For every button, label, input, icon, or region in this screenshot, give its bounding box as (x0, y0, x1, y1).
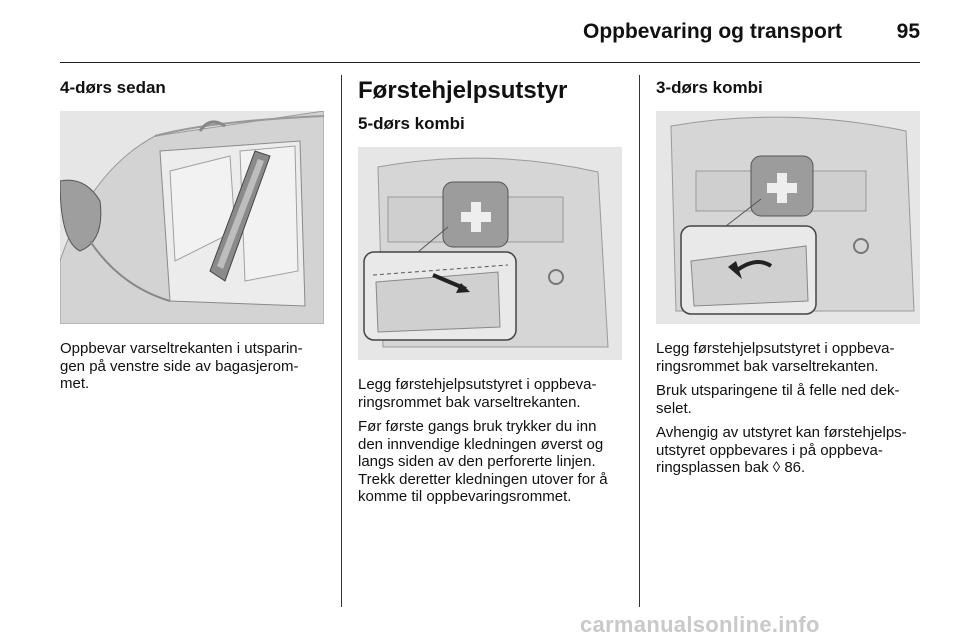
paragraph-3door-3: Avhengig av utstyret kan førstehjelps- utstyret oppbevares i på oppbeva- ringsplassen bak ◊ 86. (656, 424, 907, 476)
illustration-3door-compartment (656, 111, 920, 324)
paragraph-3door-2: Bruk utsparingene til å felle ned dek- selet. (656, 382, 900, 417)
header-rule (60, 62, 920, 63)
subheading-3door: 3-dørs kombi (656, 78, 763, 97)
column-divider-2 (639, 75, 640, 607)
illustration-5door-compartment (358, 147, 622, 360)
column-first-aid (358, 75, 622, 513)
paragraph-sedan-1: Oppbevar varseltrekanten i utsparin- gen på venstre side av bagasjerom- met. (60, 340, 303, 392)
subheading-sedan: 4-dørs sedan (60, 78, 166, 97)
illustration-sedan-trunk (60, 111, 324, 324)
page-header-title: Oppbevaring og transport (582, 20, 842, 43)
watermark-text: carmanualsonline.info (580, 612, 820, 637)
column-sedan (60, 75, 324, 400)
page-number: 95 (896, 20, 920, 43)
paragraph-5door-2: Før første gangs bruk trykker du inn den innvendige kledningen øverst og langs siden av den perforerte linjen. Trekk deretter kledningen utover for å komme til oppbevaringsrommet. (358, 418, 608, 505)
paragraph-5door-1: Legg førstehjelpsutstyret i oppbeva- ringsrommet bak varseltrekanten. (358, 376, 597, 411)
column-3door (656, 75, 920, 484)
column-divider-1 (341, 75, 342, 607)
subheading-5door: 5-dørs kombi (358, 114, 465, 133)
paragraph-3door-1: Legg førstehjelpsutstyret i oppbeva- ringsrommet bak varseltrekanten. (656, 340, 895, 375)
heading-first-aid: Førstehjelpsutstyr (358, 77, 568, 104)
